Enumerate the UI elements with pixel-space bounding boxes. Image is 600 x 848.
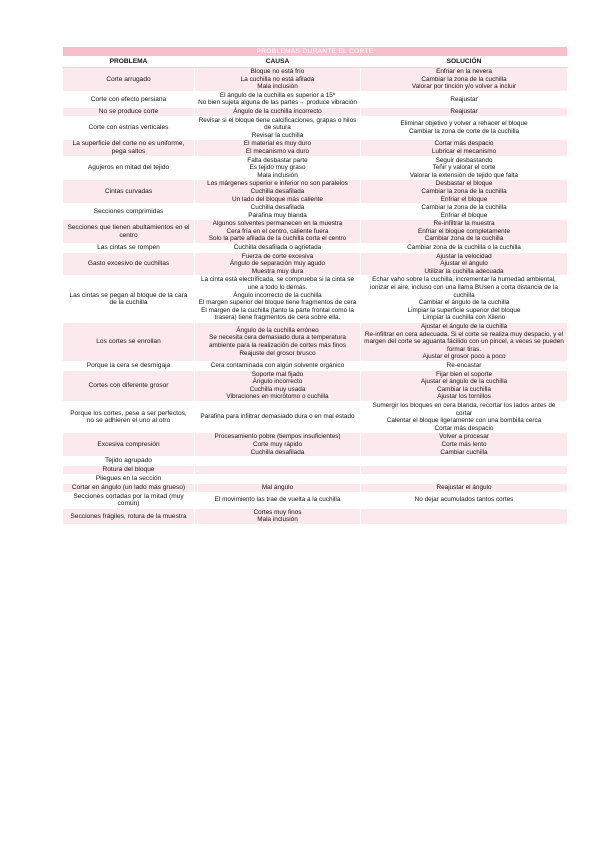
solution-cell bbox=[361, 107, 568, 116]
problem-cell: Secciones frágiles, rotura de la muestra bbox=[63, 508, 195, 524]
solution-line: Fijar bien el soporte bbox=[435, 370, 493, 378]
table-row bbox=[63, 475, 568, 484]
problem-cell: Cintas curvadas bbox=[63, 180, 195, 204]
cause-line: Vibraciones en micrótomo o cuchilla bbox=[226, 393, 329, 401]
cause-cell bbox=[195, 323, 361, 362]
problem-cell: Rotura del bloque bbox=[63, 466, 195, 475]
solution-line: Enfriar el bloque bbox=[440, 211, 488, 219]
table-row bbox=[63, 204, 568, 220]
cause-line: El material es muy duro bbox=[243, 140, 312, 148]
cause-cell bbox=[195, 475, 361, 484]
solution-line: Cambiar la zona de la cuchilla bbox=[421, 187, 507, 195]
solution-line: Enfriar el bloque completamente bbox=[418, 227, 511, 235]
solution-cell bbox=[361, 252, 568, 276]
table-header-row bbox=[63, 57, 568, 68]
cause-line: Bloque no está frío bbox=[250, 68, 305, 75]
solution-cell bbox=[361, 116, 568, 140]
table-row bbox=[63, 180, 568, 204]
cause-line: Falta desbastar parte bbox=[247, 156, 308, 164]
problem-cell: Cortar en ángulo (un lado más grueso) bbox=[63, 484, 195, 493]
solution-line: Ajustar los tornillos bbox=[437, 393, 491, 401]
solution-cell bbox=[361, 156, 568, 180]
table-row bbox=[63, 484, 568, 493]
cause-line: No bien sujeta alguna de las partes→ produce vibración bbox=[198, 99, 357, 107]
cause-line: Revisar la cuchilla bbox=[251, 131, 304, 139]
table-row bbox=[63, 361, 568, 370]
problem-cell: Corte con estrías verticales bbox=[63, 116, 195, 140]
solution-line: Re-encastar bbox=[446, 361, 482, 369]
table-row bbox=[63, 492, 568, 508]
cause-line: Cortes muy finos bbox=[253, 508, 302, 516]
problem-cell: Porque los cortes, pese a ser perfectos, no se adhieren el uno al otro bbox=[63, 401, 195, 432]
solution-cell bbox=[361, 484, 568, 493]
solution-cell bbox=[361, 492, 568, 508]
solution-cell bbox=[361, 508, 568, 524]
table-body bbox=[63, 68, 568, 525]
table-row bbox=[63, 323, 568, 362]
solution-cell bbox=[361, 68, 568, 92]
solution-line: Enfriar el bloque bbox=[440, 195, 488, 203]
cause-cell bbox=[195, 361, 361, 370]
table-row bbox=[63, 508, 568, 524]
solution-line: Ajustar la velocidad bbox=[436, 252, 492, 260]
cause-line: Cuchilla desafilada bbox=[250, 187, 305, 195]
solution-cell bbox=[361, 91, 568, 107]
table-row bbox=[63, 244, 568, 253]
solution-line: Teñir y valorar el corte bbox=[432, 164, 496, 172]
solution-line: Re-infiltrar en cera adecuada. Si el corte se realiza muy despacio, y el margen del corte se aguanta fácilido con un pincel, a veces se pueden formar tiras. bbox=[364, 330, 564, 353]
solution-cell bbox=[361, 276, 568, 323]
problem-cell: No se produce corte bbox=[63, 107, 195, 116]
solution-line: Cambiar la zona de la cuchilla bbox=[421, 204, 507, 212]
problem-cell: Secciones que tienen abultamientos en el centro bbox=[63, 220, 195, 244]
header-problema: PROBLEMA bbox=[63, 57, 195, 68]
problem-cell: Corte con efecto persiana bbox=[63, 91, 195, 107]
solution-line: Seguir desbastando bbox=[435, 156, 493, 164]
cause-cell bbox=[195, 492, 361, 508]
header-solucion: SOLUCIÓN bbox=[361, 57, 568, 68]
cause-cell bbox=[195, 433, 361, 457]
cause-line: Se necesita cera demasiado dura a temperatura ambiente para la realización de cortes más finos bbox=[208, 334, 347, 349]
cause-line: Revisar si el bloque tiene calcificaciones, grapas o hilos de sutura bbox=[198, 116, 357, 132]
solution-cell bbox=[361, 323, 568, 362]
table-row bbox=[63, 116, 568, 140]
cause-line: Corte muy rápido bbox=[252, 440, 303, 448]
cause-line: Los márgenes superior e inferior no son paralelos bbox=[207, 180, 348, 188]
cause-cell bbox=[195, 204, 361, 220]
cause-line: Cuchilla desafilada bbox=[250, 448, 305, 456]
solution-line: Ajustar el ángulo de la cuchilla bbox=[420, 378, 508, 386]
cause-cell bbox=[195, 484, 361, 493]
problem-cell: Tejido agrupado bbox=[63, 457, 195, 466]
cause-cell bbox=[195, 107, 361, 116]
cause-line: Un lado del bloque más caliente bbox=[232, 195, 323, 203]
cause-line: Cera fría en el centro, caliente fuera bbox=[226, 227, 329, 235]
table-row bbox=[63, 466, 568, 475]
cause-cell bbox=[195, 508, 361, 524]
cause-line: Parafina muy blanda bbox=[248, 211, 307, 219]
cause-cell bbox=[195, 91, 361, 107]
cause-line: La cinta está electrificada, se comprueba si la cinta se une a todo lo demás. bbox=[200, 276, 355, 292]
cause-line: Soporte mal fijado bbox=[251, 370, 304, 378]
solution-line: No dejar acumulados tantos cortes bbox=[414, 496, 514, 504]
table-row bbox=[63, 156, 568, 180]
solution-line: Eliminar objetivo y volver a rehacer el bloque bbox=[400, 120, 528, 128]
cause-line: Mala inclusión bbox=[257, 83, 298, 91]
problem-cell: Agujeros en mitad del tejido bbox=[63, 156, 195, 180]
solution-cell bbox=[361, 457, 568, 466]
solution-line: Cambiar zona de la cuchilla o la cuchilla bbox=[407, 244, 521, 252]
table-row bbox=[63, 252, 568, 276]
problem-cell: Las cintas se pegan al bloque de la cara de la cuchilla bbox=[63, 276, 195, 323]
cause-line: Parafina para infiltrar demasiado dura o en mal estado bbox=[200, 413, 355, 421]
solution-line: Cambiar la cuchilla bbox=[437, 385, 491, 393]
solution-line: Reajustar el ángulo bbox=[436, 484, 492, 492]
table-row bbox=[63, 220, 568, 244]
cause-cell bbox=[195, 244, 361, 253]
table-row bbox=[63, 140, 568, 156]
solution-line: Echar vaho sobre la cuchilla, incrementar la humedad ambiental, ionizar el aire, incluso con una llama BUsen a corta distancia de la cuchilla bbox=[370, 276, 558, 299]
cause-line: Cuchilla muy usada bbox=[249, 385, 306, 393]
solution-line: Calentar el bloque ligeramente con una bombilla cerca bbox=[386, 417, 542, 425]
cause-line: Mal ángulo bbox=[261, 484, 294, 492]
cause-line: Procesamiento pobre (tiempos insuficientes) bbox=[214, 433, 341, 441]
cause-cell bbox=[195, 401, 361, 432]
cause-line: Ángulo de la cuchilla incorrecto bbox=[233, 107, 322, 115]
solution-cell bbox=[361, 370, 568, 401]
solution-line: Cambiar la zona de corte de la cuchilla bbox=[408, 127, 520, 135]
cause-line: El mecanismo va duro bbox=[245, 147, 310, 155]
table-row bbox=[63, 370, 568, 401]
solution-cell bbox=[361, 361, 568, 370]
cause-line: Reajuste del grosor brusco bbox=[239, 349, 316, 357]
document-page bbox=[62, 46, 567, 525]
solution-cell bbox=[361, 140, 568, 156]
cause-cell bbox=[195, 220, 361, 244]
solution-line: Utilizar la cuchilla adecuada bbox=[424, 267, 504, 275]
solution-line: Cambiar zona de la cuchilla bbox=[424, 235, 504, 243]
solution-cell bbox=[361, 401, 568, 432]
solution-line: Enfriar en la nevera bbox=[436, 68, 492, 75]
cause-cell bbox=[195, 276, 361, 323]
cause-line: El margen de la cuchilla (tanto la parte frontal como la trasera) tiene fragmentos de cera sobre ella. bbox=[201, 306, 354, 322]
table-row bbox=[63, 433, 568, 457]
table-row bbox=[63, 68, 568, 92]
cause-cell bbox=[195, 68, 361, 92]
table-row bbox=[63, 457, 568, 466]
cause-line: Mala inclusión bbox=[257, 516, 298, 524]
solution-line: Corte más lento bbox=[441, 440, 487, 448]
cause-cell bbox=[195, 116, 361, 140]
cause-line: Fuerza de corte excesiva bbox=[241, 252, 314, 260]
solution-line: Valorar la extensión de tejido que falta bbox=[409, 171, 519, 179]
solution-cell bbox=[361, 204, 568, 220]
cause-line: El movimiento las trae de vuelta a la cuchilla bbox=[214, 496, 341, 504]
cause-cell bbox=[195, 457, 361, 466]
solution-line: Ajustar el ángulo bbox=[440, 260, 488, 268]
solution-line: Desbastar el bloque bbox=[435, 180, 493, 188]
cause-line: Es tejido muy graso bbox=[249, 164, 306, 172]
solution-line: Reajustar bbox=[450, 107, 478, 115]
problem-cell: Los cortes se enrollan bbox=[63, 323, 195, 362]
cause-line: La cuchilla no está afilada bbox=[240, 75, 315, 83]
problem-cell: Las cintas se rompen bbox=[63, 244, 195, 253]
cause-line: Ángulo incorrecto bbox=[252, 378, 303, 386]
problem-cell: Gasto excesivo de cuchillas bbox=[63, 252, 195, 276]
solution-line: Cambiar cuchilla bbox=[440, 448, 488, 456]
table-row bbox=[63, 401, 568, 432]
solution-line: Ajustar el grosor poco a poco bbox=[422, 353, 506, 361]
cause-line: Ángulo de separación muy agudo bbox=[229, 260, 326, 268]
solution-line: Reajustar bbox=[450, 95, 478, 103]
cause-line: Cuchilla desafilada bbox=[250, 204, 305, 212]
solution-cell bbox=[361, 466, 568, 475]
problem-cell: Porque la cera se desmigaja bbox=[63, 361, 195, 370]
solution-line: Cortar más despacio bbox=[434, 140, 494, 148]
cause-cell bbox=[195, 370, 361, 401]
solution-cell bbox=[361, 475, 568, 484]
solution-line: Limpiar la cuchilla con Xileno bbox=[422, 314, 506, 322]
problem-cell: Secciones cortadas por la mitad (muy común) bbox=[63, 492, 195, 508]
problem-cell: Pliegues en la sección bbox=[63, 475, 195, 484]
cause-line: Muestra muy dura bbox=[251, 267, 304, 275]
table-title-row bbox=[63, 47, 568, 57]
cause-line: Mala inclusión bbox=[257, 171, 298, 179]
table-row bbox=[63, 276, 568, 323]
solution-line: Re-infiltrar la muestra bbox=[433, 220, 495, 228]
cause-line: Ángulo incorrecto de la cuchilla bbox=[233, 291, 322, 299]
cause-cell bbox=[195, 466, 361, 475]
cause-cell bbox=[195, 180, 361, 204]
problem-cell: Excesiva compresión bbox=[63, 433, 195, 457]
solution-cell bbox=[361, 433, 568, 457]
solution-line: Ajustar el ángulo de la cuchilla bbox=[420, 323, 508, 330]
solution-line: Volver a procesar bbox=[439, 433, 489, 441]
cause-line: Cera contaminada con algún solvente orgánico bbox=[210, 361, 345, 369]
troubleshooting-table bbox=[62, 46, 568, 525]
solution-cell bbox=[361, 220, 568, 244]
cause-line: El margen superior del bloque tiene fragmentos de cera bbox=[198, 299, 357, 307]
table-row bbox=[63, 107, 568, 116]
solution-cell bbox=[361, 244, 568, 253]
cause-cell bbox=[195, 156, 361, 180]
cause-cell bbox=[195, 140, 361, 156]
header-causa: CAUSA bbox=[195, 57, 361, 68]
problem-cell: Secciones comprimidas bbox=[63, 204, 195, 220]
problem-cell: Corte arrugado bbox=[63, 68, 195, 92]
solution-line: Sumergir los bloques en cera blanda, recortar los lados antes de cortar bbox=[372, 401, 556, 417]
solution-line: Limpiar la superficie superior del bloque bbox=[407, 306, 521, 314]
cause-line: Solo la parte afilada de la cuchilla corta el centro bbox=[208, 235, 347, 243]
solution-line: Cambiar la zona de la cuchilla bbox=[421, 75, 507, 83]
table-row bbox=[63, 91, 568, 107]
cause-line: Algunos solventes permanecen en la muestra bbox=[212, 220, 343, 228]
solution-cell bbox=[361, 180, 568, 204]
solution-line: Valorar por tinción y/o volver a incluir bbox=[411, 83, 517, 91]
cause-cell bbox=[195, 252, 361, 276]
table-title: PROBLEMAS DURANTE EL CORTE bbox=[63, 47, 568, 57]
problem-cell: La superficie del corte no es uniforme, pega saltos bbox=[63, 140, 195, 156]
cause-line: Cuchilla desafilada o agrietada bbox=[233, 244, 322, 252]
problem-cell: Cortes con diferente grosor bbox=[63, 370, 195, 401]
solution-line: Lubricar el mecanismo bbox=[431, 147, 497, 155]
solution-line: Cortar más despacio bbox=[434, 424, 494, 432]
cause-line: El ángulo de la cuchilla es superior a 15º bbox=[219, 91, 336, 99]
cause-line: Ángulo de la cuchilla erróneo bbox=[236, 326, 319, 334]
solution-line: Cambiar el ángulo de la cuchilla bbox=[418, 299, 510, 307]
